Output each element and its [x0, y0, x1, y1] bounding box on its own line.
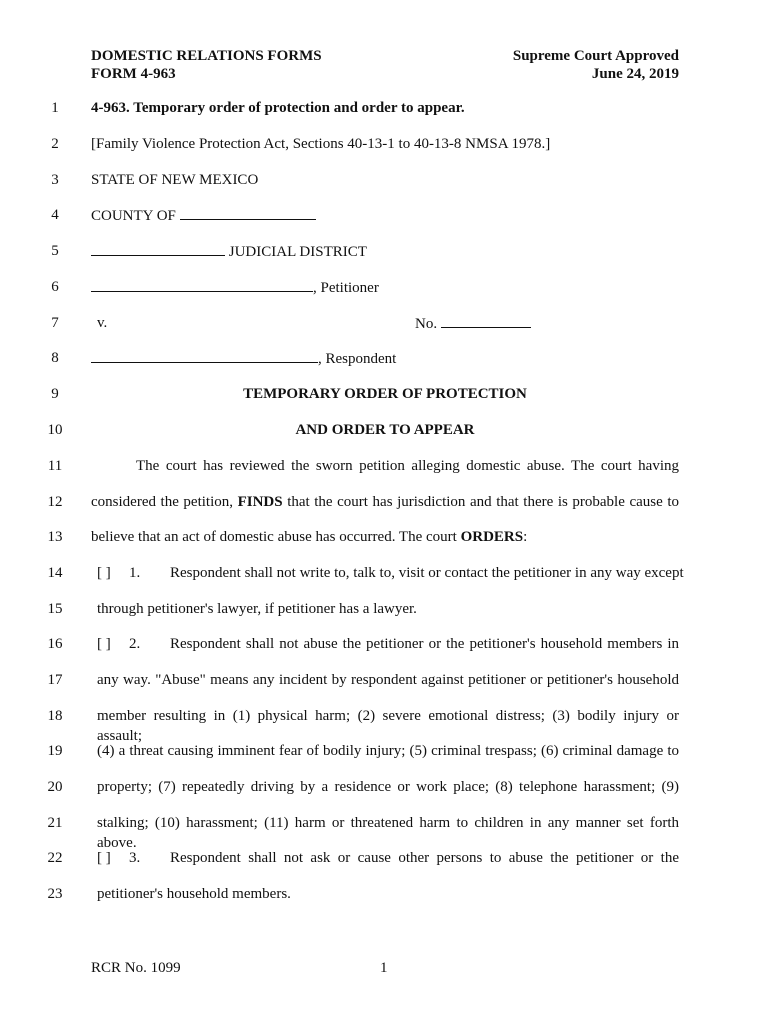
- form-line: [0, 813, 770, 851]
- order-heading-line2: AND ORDER TO APPEAR: [295, 422, 475, 438]
- findings-paragraph-line: The court has reviewed the sworn petition alleging domestic abuse. The court having: [136, 458, 679, 474]
- form-series-title: DOMESTIC RELATIONS FORMS: [91, 48, 322, 64]
- line-number: 5: [51, 243, 59, 259]
- order-item-text: member resulting in (1) physical harm; (2) severe emotional distress; (3) bodily injury or assault;: [97, 708, 679, 744]
- colon: :: [523, 529, 528, 545]
- order-item-number: 1.: [129, 565, 141, 581]
- order-heading-line1: TEMPORARY ORDER OF PROTECTION: [243, 386, 527, 402]
- form-header-left: [91, 47, 322, 83]
- findings-text: believe that an act of domestic abuse has occurred. The court: [91, 529, 457, 545]
- form-line: [0, 706, 770, 744]
- form-line: [0, 134, 770, 154]
- case-number-label: No.: [415, 316, 438, 332]
- form-header-right: [513, 47, 679, 83]
- respondent-row: [91, 348, 679, 369]
- case-number-blank-field[interactable]: [441, 313, 531, 328]
- line-number: 17: [47, 672, 63, 688]
- line-number: 20: [47, 779, 63, 795]
- orders-keyword: ORDERS: [460, 529, 524, 545]
- respondent-blank-field[interactable]: [91, 348, 318, 363]
- order-item-number: 2.: [129, 636, 141, 652]
- form-line: [0, 777, 770, 797]
- order-1-checkbox[interactable]: [ ]: [97, 565, 111, 581]
- form-line: [0, 634, 770, 654]
- line-number: 23: [47, 886, 63, 902]
- order-2-checkbox[interactable]: [ ]: [97, 636, 111, 652]
- form-title: 4-963. Temporary order of protection and order to appear.: [91, 100, 465, 116]
- line-number: 13: [47, 529, 63, 545]
- line-number: 11: [47, 458, 63, 474]
- order-item-text: stalking; (10) harassment; (11) harm or threatened harm to children in any manner set forth above.: [97, 815, 679, 851]
- line-number: 1: [51, 100, 59, 116]
- county-row: [91, 205, 679, 226]
- findings-text: that the court has jurisdiction and that there is probable cause to: [287, 494, 679, 510]
- petitioner-blank-field[interactable]: [91, 277, 313, 292]
- form-line: [0, 884, 770, 904]
- line-number: 22: [47, 850, 63, 866]
- county-label: COUNTY OF: [91, 208, 176, 224]
- page-number: 1: [380, 960, 388, 976]
- rule-number: RCR No. 1099: [91, 960, 181, 976]
- line-number: 12: [47, 494, 63, 510]
- form-line: [0, 848, 770, 868]
- order-item-number: 3.: [129, 850, 141, 866]
- line-number: 16: [47, 636, 63, 652]
- petitioner-label: , Petitioner: [313, 280, 379, 296]
- form-line: [0, 384, 770, 404]
- line-number: 3: [51, 172, 59, 188]
- order-item-text: Respondent shall not write to, talk to, visit or contact the petitioner in any way except: [170, 565, 684, 581]
- line-number: 4: [51, 207, 59, 223]
- versus-label: v.: [97, 315, 108, 331]
- order-item-text: Respondent shall not abuse the petitioner or the petitioner's household members in: [170, 636, 679, 652]
- line-number: 21: [47, 815, 63, 831]
- form-line: [0, 241, 770, 261]
- form-line: [0, 670, 770, 690]
- statute-citation: [Family Violence Protection Act, Sections 40-13-1 to 40-13-8 NMSA 1978.]: [91, 136, 551, 152]
- form-line: [0, 277, 770, 297]
- line-number: 15: [47, 601, 63, 617]
- order-item-text: (4) a threat causing imminent fear of bodily injury; (5) criminal trespass; (6) criminal damage to: [97, 743, 679, 759]
- form-line: [0, 170, 770, 190]
- form-line: [0, 741, 770, 761]
- line-number: 2: [51, 136, 59, 152]
- order-3-checkbox[interactable]: [ ]: [97, 850, 111, 866]
- state-label: STATE OF NEW MEXICO: [91, 172, 259, 188]
- form-line: [0, 313, 770, 333]
- form-line: [0, 599, 770, 619]
- line-number: 7: [51, 315, 59, 331]
- form-number: FORM 4-963: [91, 66, 176, 82]
- case-number-row: [415, 313, 531, 334]
- line-number: 14: [47, 565, 63, 581]
- line-number: 19: [47, 743, 63, 759]
- line-number: 18: [47, 708, 63, 724]
- petitioner-row: [91, 277, 679, 298]
- form-line: [0, 348, 770, 368]
- line-number: 9: [51, 386, 59, 402]
- line-number: 6: [51, 279, 59, 295]
- finds-keyword: FINDS: [237, 494, 283, 510]
- approval-date: June 24, 2019: [591, 66, 679, 82]
- order-item-text: through petitioner's lawyer, if petitioner has a lawyer.: [97, 601, 417, 617]
- form-line: [0, 420, 770, 440]
- order-item-text: property; (7) repeatedly driving by a residence or work place; (8) telephone harassment; (9): [97, 779, 679, 795]
- approval-label: Supreme Court Approved: [512, 48, 679, 64]
- line-number: 8: [51, 350, 59, 366]
- order-item-text: any way. "Abuse" means any incident by respondent against petitioner or petitioner's household: [97, 672, 679, 688]
- findings-paragraph-line: [91, 527, 679, 547]
- findings-text: considered the petition,: [91, 494, 234, 510]
- form-line: [0, 205, 770, 225]
- order-item-text: Respondent shall not ask or cause other persons to abuse the petitioner or the: [170, 850, 679, 866]
- district-blank-field[interactable]: [91, 241, 225, 256]
- form-line: [0, 456, 770, 476]
- form-line: [0, 492, 770, 512]
- county-blank-field[interactable]: [180, 205, 316, 220]
- district-label: JUDICIAL DISTRICT: [228, 244, 367, 260]
- respondent-label: , Respondent: [318, 351, 397, 367]
- findings-paragraph-line: [91, 492, 679, 512]
- line-number: 10: [47, 422, 63, 438]
- form-line: [0, 98, 770, 118]
- form-line: [0, 563, 770, 583]
- form-line: [0, 527, 770, 547]
- order-item-text: petitioner's household members.: [97, 886, 291, 902]
- district-row: [91, 241, 679, 262]
